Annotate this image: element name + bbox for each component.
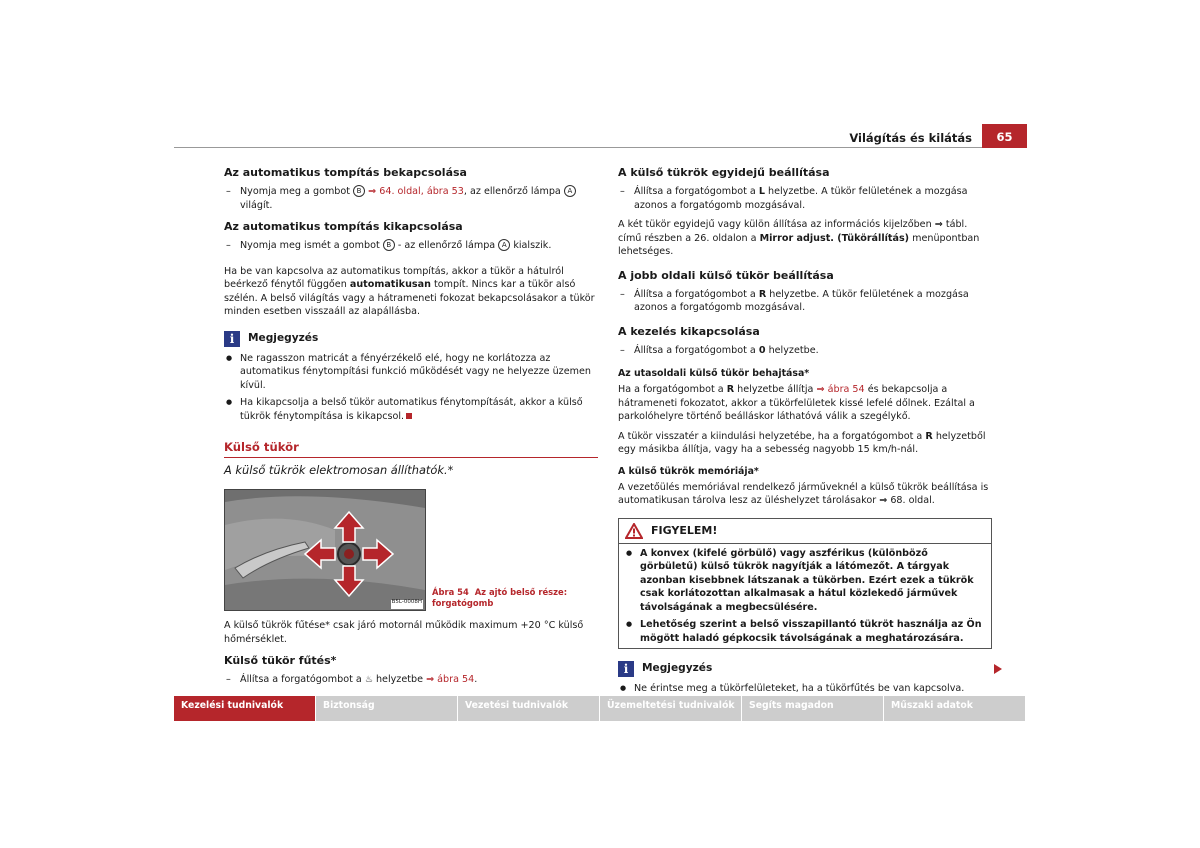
figure-caption: Ábra 54 Az ajtó belső része: forgatógomb (432, 587, 568, 608)
warning-triangle-icon (625, 523, 643, 539)
position-r-symbol: R (758, 288, 767, 300)
body-paragraph: Ha be van kapcsolva az automatikus tompítás, akkor a tükör a hátulról beérkező fénytől függően automatikusan tompít. Nincs kar a tükör alsó szélén. A belső világítás vagy a hátrameneti fokozat bekapcsolásakor a tükör minden esetben visszaáll az alapállásba. (224, 265, 595, 317)
body-paragraph: A külső tükrök fűtése* csak járó motornál működik maximum +20 °C külső hőmérséklet. (224, 620, 584, 645)
end-mark-icon (406, 413, 412, 419)
section-title: Az automatikus tompítás bekapcsolása (224, 166, 467, 179)
instruction-step: – Nyomja meg a gombot B ⇒ 64. oldal, ábra 53, az ellenőrző lámpa A világít. (224, 185, 598, 212)
footer-tab-kezelesi[interactable]: Kezelési tudnivalók (174, 696, 315, 721)
subsection-title: A külső tükrök memóriája* (618, 465, 759, 477)
note-item: ● Ne érintse meg a tükörfelületeket, ha a tükörfűtés be van kapcsolva. (618, 682, 992, 696)
warning-box (618, 518, 992, 650)
section-title: Külső tükör fűtés* (224, 654, 337, 667)
button-b-symbol: B (383, 239, 395, 251)
note-item: ● Ha kikapcsolja a belső tükör automatikus fénytompítását, akkor a külső tükrök fénytompítása is kikapcsol. (224, 396, 598, 423)
figure-block (224, 489, 598, 613)
instruction-step: – Állítsa a forgatógombot a L helyzetbe. A tükör felületének a mozgása azonos a forgatógomb mozgásával. (618, 185, 992, 212)
instruction-step: – Nyomja meg ismét a gombot B - az ellenőrző lámpa A kialszik. (224, 239, 598, 253)
page-header-title: Világítás és kilátás (849, 131, 972, 145)
subsection-title: Az utasoldali külső tükör behajtása* (618, 368, 810, 379)
note-header: i Megjegyzés (618, 661, 992, 677)
cross-reference-link[interactable]: ⇒ ábra 54 (816, 384, 865, 395)
position-0-symbol: 0 (758, 344, 766, 356)
footer-tab-biztonsag[interactable]: Biztonság (316, 696, 457, 721)
instruction-step: – Állítsa a forgatógombot a R helyzetbe. A tükör felületének a mozgása azonos a forgatógomb mozgásával. (618, 288, 992, 315)
header-rule (174, 147, 982, 148)
warning-body (619, 544, 991, 649)
door-figure (224, 489, 426, 611)
cross-reference-link[interactable]: ⇒ ábra 54 (426, 674, 475, 685)
instruction-step: – Állítsa a forgatógombot a 0 helyzetbe. (618, 344, 992, 358)
position-l-symbol: L (758, 186, 765, 197)
footer-tab-vezetesi[interactable]: Vezetési tudnivalók (458, 696, 599, 721)
chapter-title: Külső tükör (224, 441, 598, 458)
heating-symbol-icon: ♨ (364, 675, 373, 685)
continue-arrow-icon (994, 664, 1002, 674)
body-paragraph: A vezetőülés memóriával rendelkező járműveknél a külső tükrök beállítása is automatikusan tárolva lesz az üléshelyzet tárolásakor ⇒ 68. oldal. (618, 481, 989, 506)
door-illustration (225, 490, 425, 610)
lamp-a-symbol: A (564, 185, 576, 197)
page-number: 65 (982, 124, 1027, 148)
warning-header: FIGYELEM! (619, 519, 991, 544)
note-header: i Megjegyzés (224, 331, 598, 347)
footer-tab-uzemeltetesi[interactable]: Üzemeltetési tudnivalók (600, 696, 741, 721)
note-item: ● Ne ragasszon matricát a fényérzékelő elé, hogy ne korlátozza az automatikus fénytompítási funkció működését vagy ne helyezze üzemen kívül. (224, 352, 598, 393)
body-paragraph: A két tükör egyidejű vagy külön állítása az információs kijelzőben ⇒ tábl. című részben a 26. oldalon a Mirror adjust. (Tükörállítás) menüpontban lehetséges. (618, 219, 980, 257)
chapter-subtitle: A külső tükrök elektromosan állíthatók.* (224, 462, 454, 477)
lamp-a-symbol: A (498, 239, 510, 251)
footer-nav (174, 696, 1026, 721)
instruction-step: – Állítsa a forgatógombot a ♨ helyzetbe ⇒ ábra 54. (224, 673, 598, 688)
footer-tab-segits[interactable]: Segíts magadon (742, 696, 883, 721)
footer-tab-muszaki[interactable]: Műszaki adatok (884, 696, 1025, 721)
right-column (618, 166, 992, 700)
warning-item: ● Lehetőség szerint a belső visszapillantó tükröt használja az Ön mögött haladó gépkocsik távolságának a meghatározására. (624, 618, 986, 645)
figure-code: B5L-0008H (391, 598, 422, 605)
info-icon: i (224, 331, 240, 347)
button-b-symbol: B (353, 185, 365, 197)
warning-item: ● A konvex (kifelé görbülő) vagy aszférikus (különböző görbületű) külső tükrök nagyítják a látómezőt. A tárgyak azonban kisebbnek látszanak a tükörben. Ezért ezek a tükrök csak korlátozottan alkalmasak a hátul közlekedő járművek távolságának a megbecsülésére. (624, 547, 986, 615)
section-title: A kezelés kikapcsolása (618, 324, 760, 338)
info-icon: i (618, 661, 634, 677)
section-title: Az automatikus tompítás kikapcsolása (224, 220, 463, 233)
body-paragraph: A tükör visszatér a kiindulási helyzetébe, ha a forgatógombot a R helyzetből egy másikba állítja, vagy ha a sebesség nagyobb 15 km/h-nál. (618, 430, 986, 455)
cross-reference-link[interactable]: ⇒ 64. oldal, ábra 53 (368, 186, 464, 197)
section-title: A külső tükrök egyidejű beállítása (618, 166, 830, 179)
left-column (224, 166, 598, 694)
body-paragraph: Ha a forgatógombot a R helyzetbe állítja ⇒ ábra 54 és bekapcsolja a hátrameneti fokozatot, akkor a tükörfelületek kissé lefelé dőlnek. Ezáltal a parkolóhelyre történő beálláskor láthatóvá válik a szegélykő. (618, 384, 975, 422)
section-title: A jobb oldali külső tükör beállítása (618, 268, 834, 282)
